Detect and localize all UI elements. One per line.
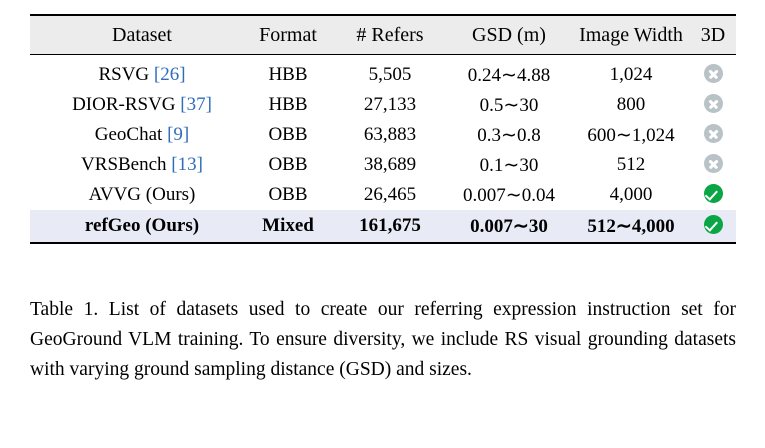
cell-gsd: 0.007∼30: [446, 210, 572, 243]
cell-dataset: [30, 210, 242, 243]
caption-label: Table 1.: [30, 299, 99, 320]
cross-circle-icon: [704, 124, 723, 143]
table-bottom-rule: [30, 243, 736, 244]
dataset-name: DIOR-RSVG: [72, 94, 176, 115]
cell-dataset: [30, 55, 242, 90]
datasets-table: [30, 14, 736, 244]
table-body: [30, 55, 736, 244]
cell-gsd: 0.3∼0.8: [446, 120, 572, 150]
cell-format: OBB: [242, 180, 334, 210]
cell-refers: 63,883: [334, 120, 446, 150]
column-header-refers: # Refers: [334, 16, 446, 55]
cell-3d: [690, 55, 736, 90]
column-header-format: Format: [242, 16, 334, 55]
cross-circle-icon: [704, 94, 723, 113]
cross-circle-icon: [704, 154, 723, 173]
cell-dataset: [30, 90, 242, 120]
cell-dataset: [30, 180, 242, 210]
cell-refers: 27,133: [334, 90, 446, 120]
cell-dataset: [30, 120, 242, 150]
cell-format: OBB: [242, 150, 334, 180]
table-row-highlighted: [30, 210, 736, 243]
cell-3d: [690, 210, 736, 243]
check-circle-icon: [704, 184, 723, 203]
table-row: [30, 150, 736, 180]
datasets-table-container: [30, 14, 736, 244]
column-header-dataset: Dataset: [30, 16, 242, 55]
dataset-name: VRSBench: [81, 154, 167, 175]
cell-image-width: 4,000: [572, 180, 690, 210]
cell-gsd: 0.5∼30: [446, 90, 572, 120]
cross-circle-icon: [704, 64, 723, 83]
citation-link[interactable]: [26]: [153, 64, 186, 85]
cell-3d: [690, 90, 736, 120]
cell-3d: [690, 150, 736, 180]
citation-link[interactable]: [37]: [180, 94, 212, 115]
table-caption: [30, 295, 736, 385]
cell-dataset: [30, 150, 242, 180]
dataset-name: AVVG (Ours): [88, 184, 196, 205]
table-header-row: [30, 16, 736, 55]
cell-image-width: 1,024: [572, 55, 690, 90]
cell-image-width: 512: [572, 150, 690, 180]
table-row: [30, 55, 736, 90]
cell-format: HBB: [242, 55, 334, 90]
cell-3d: [690, 120, 736, 150]
dataset-name: GeoChat: [94, 124, 163, 145]
table-row: [30, 90, 736, 120]
cell-gsd: 0.1∼30: [446, 150, 572, 180]
cell-image-width: 512∼4,000: [572, 210, 690, 243]
cell-3d: [690, 180, 736, 210]
cell-image-width: 800: [572, 90, 690, 120]
table-row: [30, 120, 736, 150]
cell-gsd: 0.24∼4.88: [446, 55, 572, 90]
cell-format: HBB: [242, 90, 334, 120]
cell-gsd: 0.007∼0.04: [446, 180, 572, 210]
cell-image-width: 600∼1,024: [572, 120, 690, 150]
cell-refers: 5,505: [334, 55, 446, 90]
dataset-name: RSVG: [98, 64, 150, 85]
column-header-gsd: GSD (m): [446, 16, 572, 55]
caption-text: List of datasets used to create our referring expression instruction set for GeoGround VLM training. To ensure diversity, we include RS visual grounding datasets with varying ground sampling distance (GSD) and sizes.: [30, 299, 737, 380]
citation-link[interactable]: [9]: [167, 124, 190, 145]
column-header-image-width: Image Width: [572, 16, 690, 55]
check-circle-icon: [704, 215, 723, 234]
dataset-name: refGeo (Ours): [84, 215, 200, 236]
cell-refers: 161,675: [334, 210, 446, 243]
cell-format: Mixed: [242, 210, 334, 243]
cell-refers: 26,465: [334, 180, 446, 210]
column-header-3d: 3D: [690, 16, 736, 55]
table-row: [30, 180, 736, 210]
cell-format: OBB: [242, 120, 334, 150]
citation-link[interactable]: [13]: [171, 154, 203, 175]
cell-refers: 38,689: [334, 150, 446, 180]
